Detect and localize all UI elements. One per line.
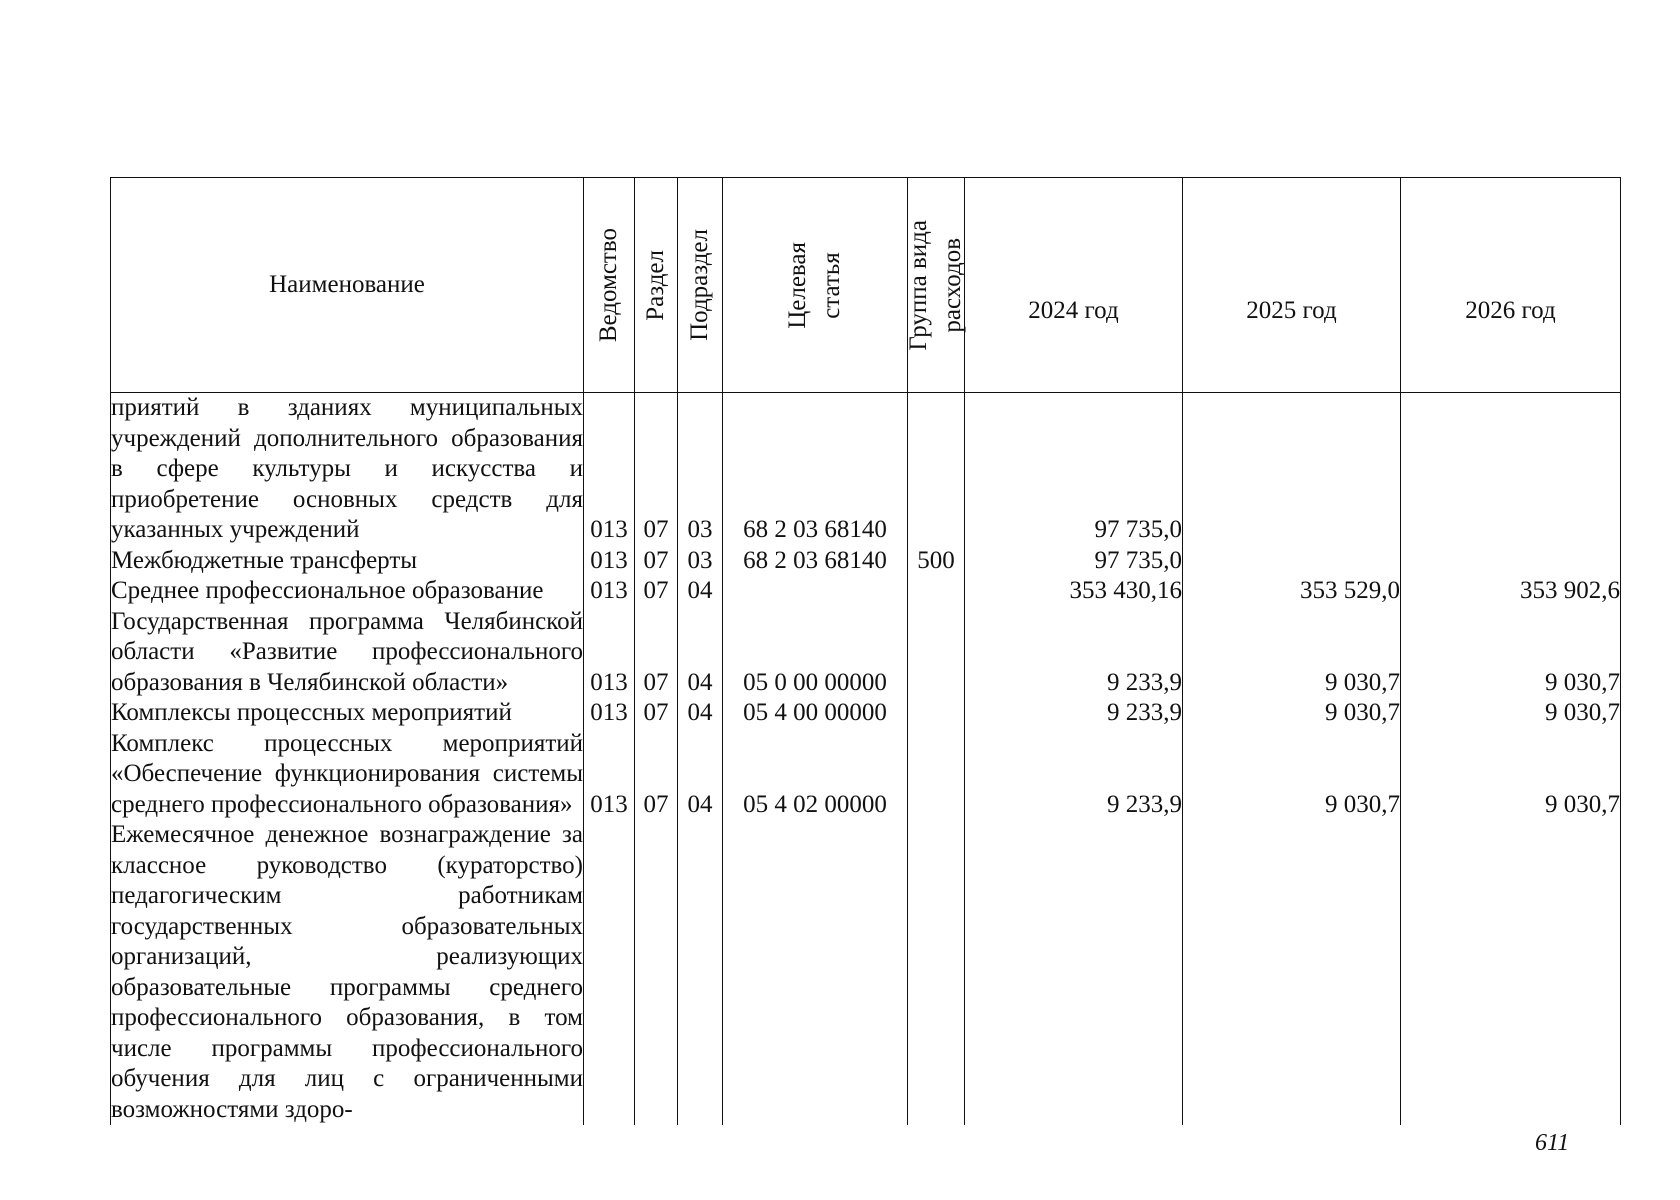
header-vedomstvo (584, 178, 635, 393)
header-vedomstvo-label: Ведомство (595, 227, 622, 343)
row-2026-cell: 9 030,7 (1401, 729, 1621, 821)
row-2025-cell (1183, 820, 1401, 1125)
header-2024: 2024 год (965, 178, 1183, 393)
row-target-cell: 05 0 00 00000 (723, 607, 908, 699)
header-name: Наименование (111, 178, 584, 393)
header-group-label: Группа вида расходов (905, 219, 966, 351)
table-row (111, 729, 1621, 821)
row-2024-cell: 9 233,9 (965, 729, 1183, 821)
row-2025-cell (1183, 546, 1401, 577)
table-row (111, 393, 1621, 546)
row-vedomstvo-cell: 013 (584, 546, 635, 577)
row-vedomstvo-cell: 013 (584, 576, 635, 607)
row-razdel-cell (635, 820, 678, 1125)
header-group (905, 178, 966, 393)
row-2024-cell: 9 233,9 (965, 698, 1183, 729)
row-group-cell (908, 576, 965, 607)
header-podrazdel (678, 178, 723, 393)
row-target-cell: 05 4 00 00000 (723, 698, 908, 729)
row-podrazdel-cell (678, 820, 723, 1125)
row-razdel-cell: 07 (635, 698, 678, 729)
row-name-cell: Комплексы процессных мероприятий (111, 698, 584, 729)
row-2024-cell: 97 735,0 (965, 546, 1183, 577)
row-vedomstvo-cell: 013 (584, 729, 635, 821)
table-body (111, 393, 1621, 1126)
row-2024-cell: 9 233,9 (965, 607, 1183, 699)
row-vedomstvo-cell: 013 (584, 607, 635, 699)
row-name-cell: Ежемесячное денежное вознаграждение за классное руководство (кураторство) педагогическим работникам государственных образовательных организаций, реализующих образовательные программы среднего профессионального образования, в том числе программы профессионального обучения для лиц с ограниченными возможностями здоро- (111, 820, 584, 1125)
row-name-cell: Государственная программа Челябинской области «Развитие профессионального образования в Челябинской области» (111, 607, 584, 699)
row-target-cell (723, 576, 908, 607)
table-row (111, 698, 1621, 729)
table-row (111, 820, 1621, 1125)
row-vedomstvo-cell: 013 (584, 698, 635, 729)
row-group-cell (908, 820, 965, 1125)
row-2026-cell: 9 030,7 (1401, 607, 1621, 699)
table-row (111, 607, 1621, 699)
row-name-cell: Комплекс процессных мероприятий «Обеспечение функционирования системы среднего профессионального образования» (111, 729, 584, 821)
row-group-cell: 500 (908, 546, 965, 577)
table-row (111, 576, 1621, 607)
header-target-label: Целевая статья (784, 241, 845, 329)
row-razdel-cell: 07 (635, 729, 678, 821)
row-vedomstvo-cell: 013 (584, 393, 635, 546)
row-group-cell (908, 607, 965, 699)
row-2024-cell: 97 735,0 (965, 393, 1183, 546)
row-2024-cell: 353 430,16 (965, 576, 1183, 607)
header-razdel-label: Раздел (642, 249, 669, 321)
row-2026-cell: 353 902,6 (1401, 576, 1621, 607)
row-podrazdel-cell: 03 (678, 393, 723, 546)
row-group-cell (908, 393, 965, 546)
row-name-cell: Межбюджетные трансферты (111, 546, 584, 577)
row-2026-cell: 9 030,7 (1401, 698, 1621, 729)
row-target-cell: 05 4 02 00000 (723, 729, 908, 821)
row-razdel-cell: 07 (635, 393, 678, 546)
header-target (723, 178, 908, 393)
header-2025: 2025 год (1183, 178, 1401, 393)
header-razdel (635, 178, 678, 393)
row-2025-cell: 353 529,0 (1183, 576, 1401, 607)
row-vedomstvo-cell (584, 820, 635, 1125)
row-2025-cell: 9 030,7 (1183, 729, 1401, 821)
row-podrazdel-cell: 04 (678, 576, 723, 607)
row-podrazdel-cell: 04 (678, 729, 723, 821)
row-podrazdel-cell: 03 (678, 546, 723, 577)
row-2025-cell (1183, 393, 1401, 546)
row-target-cell: 68 2 03 68140 (723, 393, 908, 546)
header-podrazdel-label: Подраздел (686, 229, 713, 341)
row-razdel-cell: 07 (635, 546, 678, 577)
header-2026: 2026 год (1401, 178, 1621, 393)
row-2026-cell (1401, 546, 1621, 577)
row-name-cell: Среднее профессиональное образование (111, 576, 584, 607)
row-podrazdel-cell: 04 (678, 698, 723, 729)
row-name-cell: приятий в зданиях муниципальных учреждений дополнительного образования в сфере культуры и искусства и приобретение основных средств для указанных учреждений (111, 393, 584, 546)
page-number: 611 (1535, 1130, 1570, 1156)
budget-table (110, 177, 1621, 1125)
row-razdel-cell: 07 (635, 576, 678, 607)
row-razdel-cell: 07 (635, 607, 678, 699)
row-target-cell (723, 820, 908, 1125)
row-2025-cell: 9 030,7 (1183, 607, 1401, 699)
row-target-cell: 68 2 03 68140 (723, 546, 908, 577)
row-group-cell (908, 698, 965, 729)
row-podrazdel-cell: 04 (678, 607, 723, 699)
table-header-row (111, 178, 1621, 393)
row-2026-cell (1401, 820, 1621, 1125)
row-2026-cell (1401, 393, 1621, 546)
row-2024-cell (965, 820, 1183, 1125)
table-row (111, 546, 1621, 577)
row-group-cell (908, 729, 965, 821)
row-2025-cell: 9 030,7 (1183, 698, 1401, 729)
